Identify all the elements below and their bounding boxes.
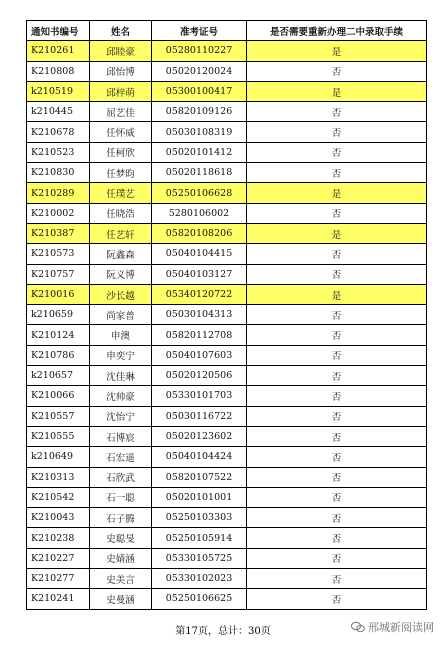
table-row — [27, 345, 427, 365]
cell-notice-number: K210678 — [27, 122, 90, 142]
cell-exam-id: 05330105725 — [152, 548, 247, 568]
table-row — [27, 305, 427, 325]
table-row — [27, 41, 427, 61]
cell-name: 任柯欣 — [90, 142, 152, 162]
cell-name: 邱怡博 — [90, 61, 152, 81]
cell-exam-id: 05020101412 — [152, 142, 247, 162]
cell-redo: 否 — [247, 447, 427, 467]
table-row — [27, 264, 427, 284]
cell-exam-id: 05020118618 — [152, 163, 247, 183]
cell-notice-number: K210387 — [27, 223, 90, 243]
table-row — [27, 284, 427, 304]
cell-redo: 否 — [247, 487, 427, 507]
table-row — [27, 548, 427, 568]
cell-name: 屈艺佳 — [90, 102, 152, 122]
cell-name: 石子腾 — [90, 508, 152, 528]
cell-notice-number: k210519 — [27, 81, 90, 101]
cell-notice-number: k210649 — [27, 447, 90, 467]
cell-redo: 是 — [247, 81, 427, 101]
cell-exam-id: 05040107603 — [152, 345, 247, 365]
cell-redo: 否 — [247, 426, 427, 446]
table-row — [27, 487, 427, 507]
table-row — [27, 569, 427, 589]
cell-name: 沈帅豪 — [90, 386, 152, 406]
cell-name: 任梦昀 — [90, 163, 152, 183]
chat-bubble-icon — [351, 621, 365, 633]
cell-exam-id: 05030116722 — [152, 406, 247, 426]
cell-name: 尚家普 — [90, 305, 152, 325]
cell-redo: 否 — [247, 264, 427, 284]
cell-redo: 否 — [247, 467, 427, 487]
table-row — [27, 163, 427, 183]
cell-exam-id: 05820112708 — [152, 325, 247, 345]
table-row — [27, 528, 427, 548]
cell-exam-id: 05040104415 — [152, 244, 247, 264]
cell-notice-number: K210523 — [27, 142, 90, 162]
cell-name: 石宏遥 — [90, 447, 152, 467]
cell-exam-id: 05280110227 — [152, 41, 247, 61]
cell-exam-id: 05330101703 — [152, 386, 247, 406]
cell-exam-id: 05250106625 — [152, 589, 247, 609]
cell-notice-number: K210786 — [27, 345, 90, 365]
cell-redo: 否 — [247, 203, 427, 223]
cell-name: 史美言 — [90, 569, 152, 589]
table-row — [27, 325, 427, 345]
cell-exam-id: 05820109126 — [152, 102, 247, 122]
cell-exam-id: 05250103303 — [152, 508, 247, 528]
cell-notice-number: K210066 — [27, 386, 90, 406]
cell-notice-number: K210227 — [27, 548, 90, 568]
table-row — [27, 386, 427, 406]
cell-redo: 否 — [247, 589, 427, 609]
cell-name: 沈佳琳 — [90, 366, 152, 386]
cell-redo: 是 — [247, 41, 427, 61]
cell-redo: 否 — [247, 122, 427, 142]
cell-name: 石欣武 — [90, 467, 152, 487]
cell-name: 申奕宁 — [90, 345, 152, 365]
watermark — [351, 619, 434, 635]
cell-exam-id: 05020123602 — [152, 426, 247, 446]
cell-exam-id: 05020120506 — [152, 366, 247, 386]
cell-name: 沈怡宁 — [90, 406, 152, 426]
cell-notice-number: K210261 — [27, 41, 90, 61]
cell-redo: 是 — [247, 223, 427, 243]
cell-redo: 否 — [247, 102, 427, 122]
cell-name: 阮鑫森 — [90, 244, 152, 264]
cell-redo: 否 — [247, 305, 427, 325]
cell-redo: 否 — [247, 325, 427, 345]
cell-name: 邱梓萌 — [90, 81, 152, 101]
cell-name: 史曼涵 — [90, 589, 152, 609]
cell-name: 任艺轩 — [90, 223, 152, 243]
table-row — [27, 589, 427, 609]
cell-name: 邱睦豪 — [90, 41, 152, 61]
cell-notice-number: K210555 — [27, 426, 90, 446]
table-row — [27, 61, 427, 81]
cell-redo: 否 — [247, 406, 427, 426]
table-row — [27, 183, 427, 203]
cell-notice-number: k210657 — [27, 366, 90, 386]
cell-exam-id: 05820107522 — [152, 467, 247, 487]
cell-name: 史婧涵 — [90, 548, 152, 568]
table-row — [27, 406, 427, 426]
table-row — [27, 426, 427, 446]
cell-redo: 否 — [247, 508, 427, 528]
cell-name: 阮义博 — [90, 264, 152, 284]
cell-exam-id: 05030108319 — [152, 122, 247, 142]
cell-notice-number: K210830 — [27, 163, 90, 183]
cell-notice-number: K210757 — [27, 264, 90, 284]
cell-name: 石一聪 — [90, 487, 152, 507]
cell-notice-number: k210659 — [27, 305, 90, 325]
table-row — [27, 447, 427, 467]
cell-exam-id: 05020120024 — [152, 61, 247, 81]
watermark-text: 邢城新阅读网 — [368, 621, 434, 634]
table-row — [27, 203, 427, 223]
cell-redo: 否 — [247, 244, 427, 264]
cell-exam-id: 5280106002 — [152, 203, 247, 223]
cell-notice-number: K210289 — [27, 183, 90, 203]
header-name: 姓名 — [90, 21, 152, 41]
cell-redo: 是 — [247, 183, 427, 203]
admission-table — [26, 20, 427, 610]
cell-name: 申澳 — [90, 325, 152, 345]
cell-notice-number: K210557 — [27, 406, 90, 426]
cell-exam-id: 05300100417 — [152, 81, 247, 101]
cell-notice-number: K210277 — [27, 569, 90, 589]
cell-redo: 否 — [247, 569, 427, 589]
cell-notice-number: K210241 — [27, 589, 90, 609]
table-row — [27, 467, 427, 487]
cell-notice-number: k210445 — [27, 102, 90, 122]
cell-name: 石博宸 — [90, 426, 152, 446]
cell-name: 任晓浩 — [90, 203, 152, 223]
table-row — [27, 102, 427, 122]
table-row — [27, 142, 427, 162]
table-row — [27, 122, 427, 142]
cell-exam-id: 05030104313 — [152, 305, 247, 325]
header-row — [27, 21, 427, 41]
cell-name: 史聪旻 — [90, 528, 152, 548]
cell-exam-id: 05820108206 — [152, 223, 247, 243]
cell-notice-number: K210808 — [27, 61, 90, 81]
cell-exam-id: 05250105914 — [152, 528, 247, 548]
cell-notice-number: K210002 — [27, 203, 90, 223]
cell-name: 任怀威 — [90, 122, 152, 142]
cell-notice-number: K210542 — [27, 487, 90, 507]
cell-name: 沙长越 — [90, 284, 152, 304]
table-row — [27, 223, 427, 243]
header-exam-id: 准考证号 — [152, 21, 247, 41]
page-footer: 第17页，总计：30页 — [175, 626, 271, 637]
cell-exam-id: 05040103127 — [152, 264, 247, 284]
cell-notice-number: K210573 — [27, 244, 90, 264]
table-row — [27, 81, 427, 101]
cell-notice-number: K210043 — [27, 508, 90, 528]
cell-exam-id: 05250106628 — [152, 183, 247, 203]
cell-notice-number: K210016 — [27, 284, 90, 304]
cell-redo: 否 — [247, 142, 427, 162]
cell-notice-number: K210124 — [27, 325, 90, 345]
cell-redo: 否 — [247, 548, 427, 568]
table-row — [27, 244, 427, 264]
header-notice-number: 通知书编号 — [27, 21, 90, 41]
cell-name: 任璞艺 — [90, 183, 152, 203]
header-redo-procedure: 是否需要重新办理二中录取手续 — [247, 21, 427, 41]
cell-notice-number: K210238 — [27, 528, 90, 548]
table-row — [27, 366, 427, 386]
cell-exam-id: 05340120722 — [152, 284, 247, 304]
table-row — [27, 508, 427, 528]
cell-exam-id: 05040104424 — [152, 447, 247, 467]
cell-redo: 是 — [247, 284, 427, 304]
cell-redo: 否 — [247, 61, 427, 81]
cell-redo: 否 — [247, 366, 427, 386]
cell-redo: 否 — [247, 386, 427, 406]
cell-notice-number: K210313 — [27, 467, 90, 487]
cell-redo: 否 — [247, 345, 427, 365]
cell-redo: 否 — [247, 528, 427, 548]
cell-redo: 否 — [247, 163, 427, 183]
cell-exam-id: 05330102023 — [152, 569, 247, 589]
cell-exam-id: 05020101001 — [152, 487, 247, 507]
